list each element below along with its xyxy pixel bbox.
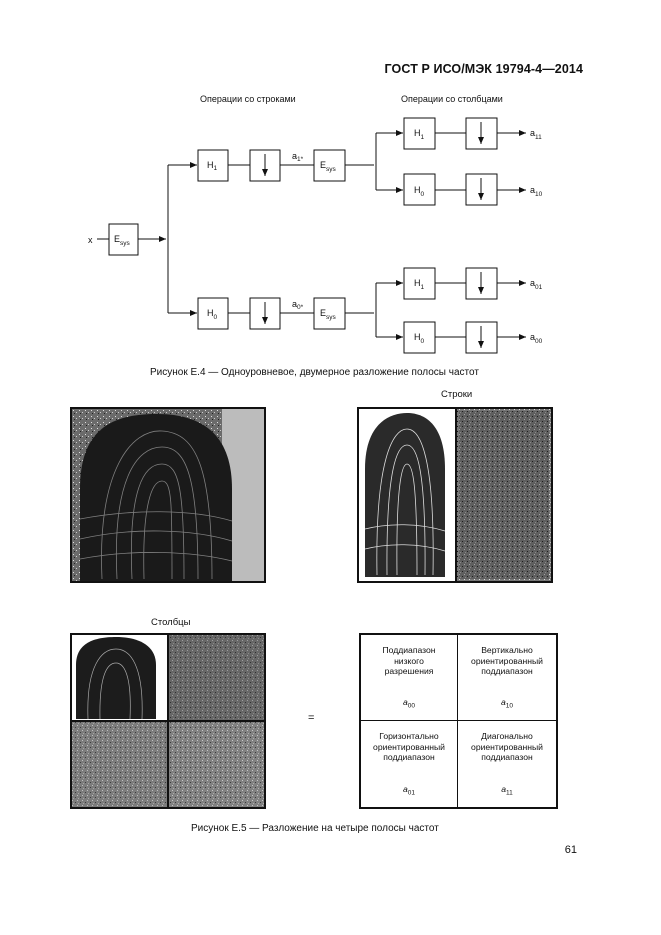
rows-label: Строки	[441, 389, 473, 400]
col-ops-label: Операции со столбцами	[401, 94, 503, 104]
cell-hh-symbol: $a_{11}$	[501, 783, 513, 797]
h1-col-bottom-label: $H_1$	[414, 278, 425, 291]
columns-label: Столбцы	[151, 617, 191, 628]
cell-lh-symbol: $a_{10}$	[500, 696, 513, 710]
cell-horizontal	[361, 721, 458, 807]
output-a11: $a_{11}$	[530, 128, 542, 141]
cell-hl-symbol: $a_{01}$	[402, 783, 415, 797]
figure-e5-caption: Рисунок Е.5 — Разложение на четыре полосы частот	[191, 823, 439, 834]
h0-col-top-label: $H_0$	[414, 185, 425, 198]
equals-sign: =	[308, 712, 315, 724]
output-a10: $a_{10}$	[530, 185, 543, 198]
h1-row-block-label: $H_1$	[207, 160, 218, 172]
fingerprint-rows-image	[357, 407, 553, 583]
subband-grid	[359, 633, 558, 809]
a0star-label: $a_{0*}$	[292, 299, 304, 311]
subband-decomposition-diagram	[0, 0, 661, 380]
page-number: 61	[564, 844, 577, 856]
fingerprint-columns-image	[70, 633, 266, 809]
cell-hh-text: Диагонально ориентированный поддиапазон	[471, 731, 543, 762]
cell-ll-text: Поддиапазон низкого разрешения	[382, 645, 436, 676]
document-header: ГОСТ Р ИСО/МЭК 19794-4—2014	[384, 62, 583, 76]
cell-diagonal	[458, 721, 556, 807]
esys-bottom-label: $E_{sys}$	[320, 308, 336, 321]
row-ops-label: Операции со строками	[200, 94, 296, 104]
cell-ll-symbol: $a_{00}$	[402, 696, 415, 710]
input-x-label: x	[88, 235, 93, 245]
a1star-label: $a_{1*}$	[292, 151, 304, 163]
cell-vertical	[458, 635, 556, 721]
esys-block-label: $E_{sys}$	[114, 234, 130, 247]
fingerprint-original-image	[70, 407, 266, 583]
cell-hl-text: Горизонтально ориентированный поддиапазон	[373, 731, 445, 762]
figure-e4-caption: Рисунок Е.4 — Одноуровневое, двумерное разложение полосы частот	[150, 367, 479, 378]
cell-low-resolution	[361, 635, 458, 721]
h1-col-top-label: $H_1$	[414, 128, 425, 141]
h0-col-bottom-label: $H_0$	[414, 332, 425, 345]
output-a01: $a_{01}$	[530, 278, 543, 291]
h0-row-block-label: $H_0$	[207, 308, 218, 321]
esys-top-label: $E_{sys}$	[320, 160, 336, 173]
output-a00: $a_{00}$	[530, 332, 543, 345]
cell-lh-text: Вертикально ориентированный поддиапазон	[471, 645, 543, 676]
